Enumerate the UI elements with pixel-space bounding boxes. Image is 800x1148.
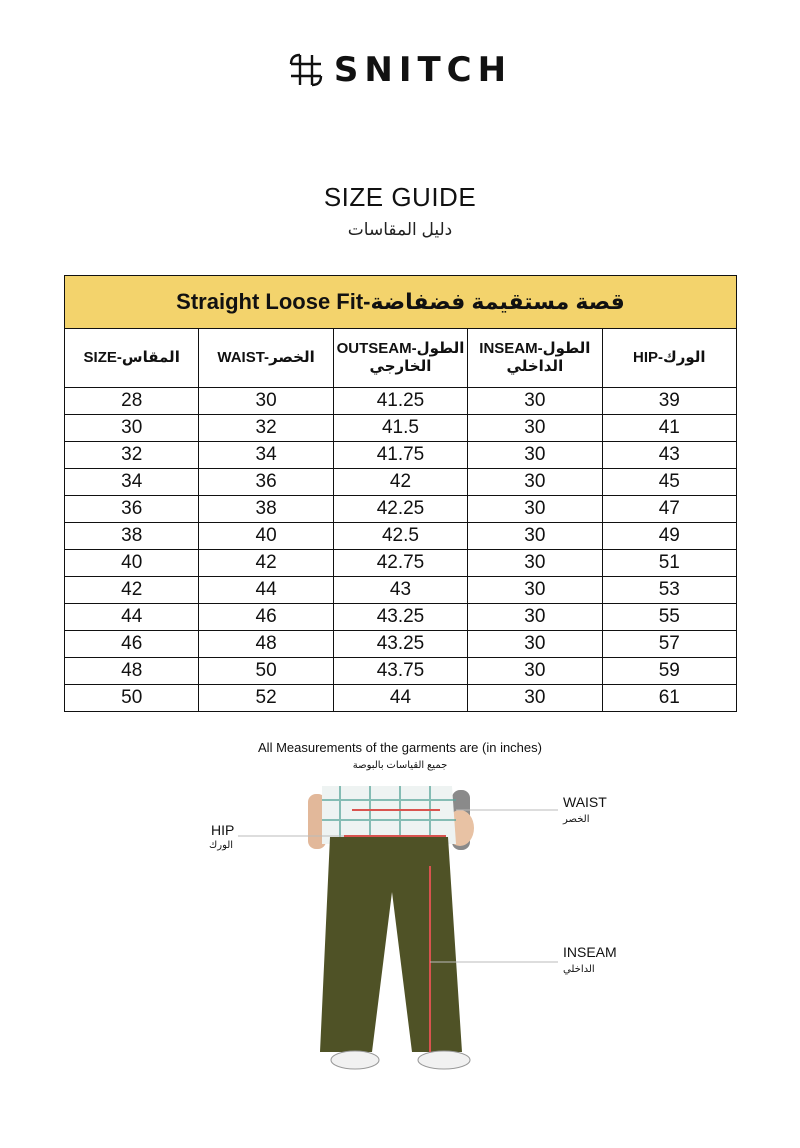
cell-outseam: 42.5 (333, 523, 467, 550)
cell-outseam: 42.75 (333, 550, 467, 577)
cell-size: 28 (65, 388, 199, 415)
cell-hip: 59 (602, 658, 736, 685)
cell-inseam: 30 (468, 631, 602, 658)
cell-hip: 47 (602, 496, 736, 523)
hip-label-ar: الورك (209, 840, 234, 851)
cell-size: 40 (65, 550, 199, 577)
column-header-inseam: INSEAM-الطول الداخلي (468, 329, 602, 388)
cell-waist: 36 (199, 469, 333, 496)
brand-name: SNITCH (333, 50, 513, 90)
fit-banner: Straight Loose Fit-قصة مستقيمة فضفاضة (65, 276, 737, 329)
cell-hip: 43 (602, 442, 736, 469)
column-header-size: SIZE-المقاس (65, 329, 199, 388)
model-illustration (0, 782, 800, 1082)
pants-shape (320, 837, 462, 1052)
inseam-label-ar: الداخلي (563, 964, 595, 975)
cell-hip: 57 (602, 631, 736, 658)
measurement-figure (0, 782, 800, 1082)
cell-waist: 34 (199, 442, 333, 469)
page-title: SIZE GUIDE (323, 182, 477, 212)
cell-size: 30 (65, 415, 199, 442)
cell-waist: 40 (199, 523, 333, 550)
cell-inseam: 30 (468, 577, 602, 604)
right-shoe-shape (418, 1051, 470, 1069)
table-row (65, 604, 737, 631)
cell-size: 38 (65, 523, 199, 550)
cell-waist: 44 (199, 577, 333, 604)
cell-waist: 48 (199, 631, 333, 658)
table-row (65, 577, 737, 604)
table-row (65, 523, 737, 550)
cell-inseam: 30 (468, 658, 602, 685)
cell-hip: 39 (602, 388, 736, 415)
cell-size: 32 (65, 442, 199, 469)
cell-hip: 49 (602, 523, 736, 550)
hip-label: HIP (211, 822, 235, 838)
cell-waist: 32 (199, 415, 333, 442)
table-row (65, 469, 737, 496)
table-row (65, 658, 737, 685)
cell-size: 34 (65, 469, 199, 496)
cell-inseam: 30 (468, 685, 602, 712)
cell-waist: 46 (199, 604, 333, 631)
left-shoe-shape (331, 1051, 379, 1069)
column-header-hip: HIP-الورك (602, 329, 736, 388)
column-header-waist: WAIST-الخصر (199, 329, 333, 388)
page-subtitle-ar: دليل المقاسات (347, 220, 453, 239)
cell-inseam: 30 (468, 415, 602, 442)
cell-inseam: 30 (468, 496, 602, 523)
cell-inseam: 30 (468, 388, 602, 415)
size-table (64, 275, 737, 712)
cell-outseam: 44 (333, 685, 467, 712)
cell-inseam: 30 (468, 604, 602, 631)
measurement-note: All Measurements of the garments are (in inches) (258, 740, 542, 755)
table-row (65, 415, 737, 442)
table-row (65, 496, 737, 523)
cell-waist: 52 (199, 685, 333, 712)
cell-size: 42 (65, 577, 199, 604)
table-row (65, 388, 737, 415)
measurement-note-ar: جميع القياسات بالبوصة (352, 760, 448, 771)
waist-label-ar: الخصر (563, 814, 590, 825)
table-row (65, 550, 737, 577)
cell-hip: 53 (602, 577, 736, 604)
cell-waist: 38 (199, 496, 333, 523)
cell-size: 48 (65, 658, 199, 685)
cell-outseam: 43 (333, 577, 467, 604)
cell-outseam: 43.25 (333, 631, 467, 658)
cell-hip: 55 (602, 604, 736, 631)
cell-size: 36 (65, 496, 199, 523)
column-header-outseam: OUTSEAM-الطول الخارجي (333, 329, 467, 388)
cell-hip: 41 (602, 415, 736, 442)
cell-size: 44 (65, 604, 199, 631)
cell-outseam: 43.25 (333, 604, 467, 631)
table-row (65, 631, 737, 658)
inseam-label: INSEAM (563, 944, 617, 960)
cell-inseam: 30 (468, 523, 602, 550)
cell-hip: 51 (602, 550, 736, 577)
cell-outseam: 42 (333, 469, 467, 496)
cell-inseam: 30 (468, 469, 602, 496)
waist-label: WAIST (563, 794, 607, 810)
cell-outseam: 41.25 (333, 388, 467, 415)
cell-outseam: 41.75 (333, 442, 467, 469)
cell-outseam: 42.25 (333, 496, 467, 523)
cell-outseam: 43.75 (333, 658, 467, 685)
cell-hip: 61 (602, 685, 736, 712)
cell-outseam: 41.5 (333, 415, 467, 442)
cell-size: 46 (65, 631, 199, 658)
cell-waist: 50 (199, 658, 333, 685)
cell-inseam: 30 (468, 442, 602, 469)
cell-hip: 45 (602, 469, 736, 496)
size-table-body (65, 388, 737, 712)
brand-logo (0, 50, 800, 90)
table-row (65, 442, 737, 469)
snitch-logo-icon (288, 52, 324, 88)
cell-waist: 42 (199, 550, 333, 577)
cell-size: 50 (65, 685, 199, 712)
cell-waist: 30 (199, 388, 333, 415)
cell-inseam: 30 (468, 550, 602, 577)
table-row (65, 685, 737, 712)
